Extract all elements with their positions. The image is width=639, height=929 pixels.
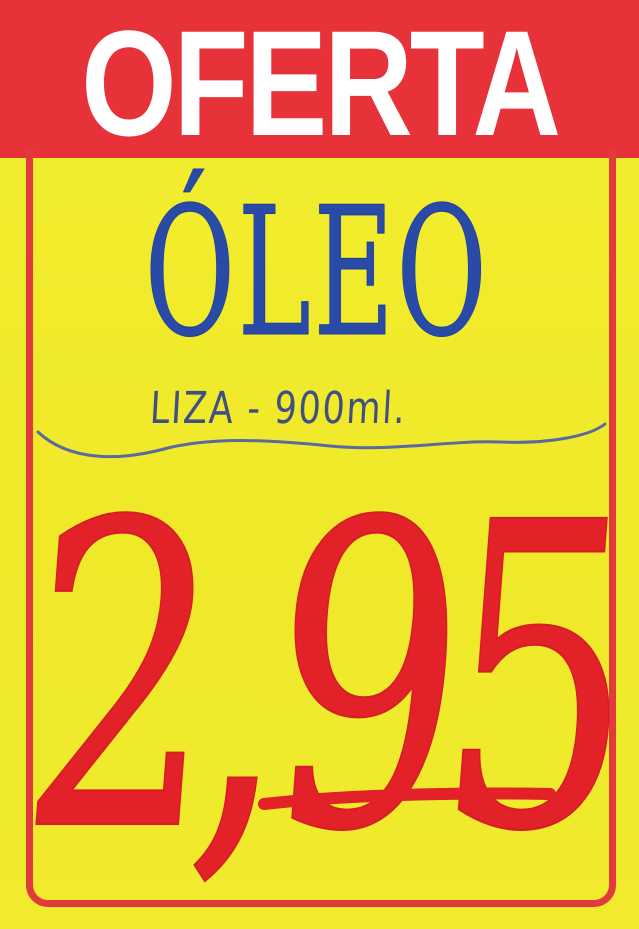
product-name: ÓLEO bbox=[144, 169, 490, 376]
product-detail: LIZA - 900ml. bbox=[148, 383, 408, 434]
price-value: 2,95 bbox=[8, 435, 632, 924]
offer-title: OFERTA bbox=[81, 0, 558, 167]
header-banner bbox=[0, 0, 639, 167]
price-underline bbox=[258, 786, 558, 816]
